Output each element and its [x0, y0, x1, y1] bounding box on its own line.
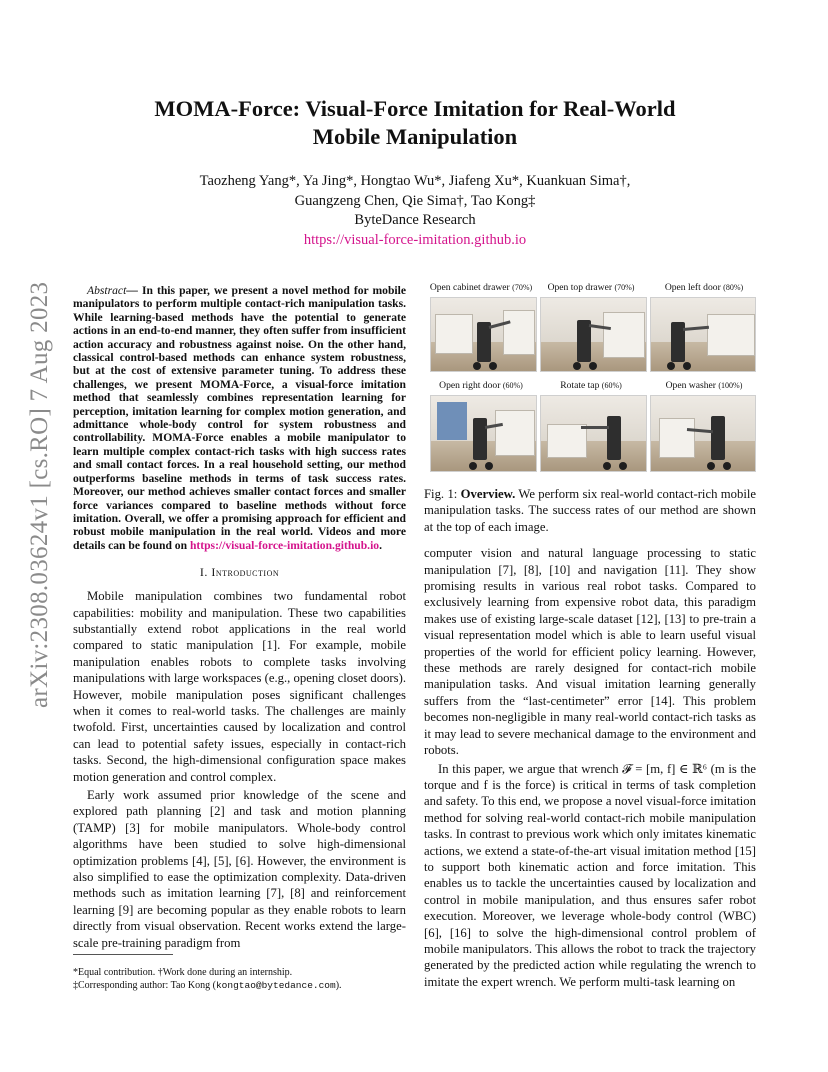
panel-rate-2: (70%) [614, 283, 635, 292]
figure-label: Fig. 1: [424, 487, 461, 501]
title-line-2: Mobile Manipulation [312, 124, 518, 149]
abstract-label: Abstract [87, 284, 127, 297]
panel-rate-4: (60%) [502, 381, 523, 390]
panel-label-3: Open left door [664, 282, 721, 293]
panel-caption-1 [426, 282, 536, 294]
author-email: kongtao@bytedance.com [215, 980, 336, 991]
left-column [73, 284, 406, 953]
figure-caption-title: Overview. [460, 487, 516, 501]
footnote-equal-contribution: *Equal contribution. †Work done during an internship. [73, 967, 293, 978]
panel-caption-5 [541, 380, 641, 392]
panel-rate-3: (80%) [723, 283, 744, 292]
footnote-corresponding-prefix: ‡Corresponding author: Tao Kong ( [73, 980, 216, 991]
panel-rate-5: (60%) [601, 381, 622, 390]
panel-label-5: Rotate tap [560, 380, 600, 391]
right-paragraph-2: In this paper, we argue that wrench 𝓕 = [m, f] ∈ ℝ⁶ (m is the torque and f is the force) is critical in terms of task completion and safety. To this end, we propose a novel visual-force imitation method for solving real-world contact-rich mobile manipulation tasks. In contrast to previous work which only imitates kinematic actions, we extend a state-of-the-art visual imitation method [15] to support both kinematic action and force imitation. This enables us to tackle the uncertainties caused by localization and control in mobile manipulation, and thus ensures safer robot execution. Moreover, we leverage whole-body control (WBC) [6], [16] to solve the high-dimensional control problem of mobile manipulators. This allows the robot to track the trajectory generated by the predicted action while regulating the wrench to imitate the expert wrench. We perform multi-task learning on [424, 761, 756, 989]
footnote-corresponding-author [73, 979, 406, 992]
panel-caption-6 [652, 380, 756, 392]
arxiv-identifier: arXiv:2308.03624v1 [cs.RO] 7 Aug 2023 [26, 281, 53, 709]
paper-title [120, 95, 710, 151]
right-paragraph-1: computer vision and natural language processing to static manipulation [7], [8], [10] and navigation [11]. They show promising results in various real robot tasks. Compared to exclusively learning from expensive robot data, this paradigm makes use of existing large-scale dataset [12], [13] to pre-train a visual representation model which is able to learn useful visual properties of the world for efficient policy learning. However, these methods are rarely designed for contact-rich mobile manipulation tasks. And visual imitation learning generally suffers from the “last-centimeter” error [14]. This problem becomes non-negligible in many real-world contact-rich tasks as it may lead to severe mechanical damage to the environment and robots. [424, 546, 756, 758]
footnote-rule [73, 954, 173, 963]
photo-open-left-door [650, 297, 756, 372]
photo-open-right-door [430, 395, 537, 472]
author-block [130, 172, 700, 250]
figure-1-caption [424, 486, 756, 535]
authors-line-2: Guangzeng Chen, Qie Sima†, Tao Kong‡ [294, 192, 536, 209]
panel-caption-3 [652, 282, 756, 294]
footnote-corresponding-suffix: ). [335, 980, 342, 991]
project-url-link[interactable]: https://visual-force-imitation.github.io [303, 231, 527, 248]
right-column [424, 280, 756, 992]
panel-label-4: Open right door [439, 380, 501, 391]
footnotes [73, 966, 406, 992]
abstract-url-link[interactable]: https://visual-force-imitation.github.io [189, 538, 380, 552]
intro-paragraph-2: Early work assumed prior knowledge of the scene and explored path planning [2] and task and motion planning (TAMP) [3] for mobile manipulators. Whole-body control algorithms have been studied to solve high-dimensional optimization problems [4], [5], [6]. However, the environment is also simplified to ease the optimization complexity. Data-driven methods such as imitation learning [7], [8] and reinforcement learning [9] are becoming popular as they enable robots to learn directly from visual observation. Recent works extend the large-scale pre-training paradigm from [73, 788, 406, 950]
title-line-1: MOMA-Force: Visual-Force Imitation for Real-World [154, 96, 676, 121]
section-heading-introduction: I. Introduction [199, 565, 280, 580]
panel-rate-1: (70%) [512, 283, 533, 292]
panel-label-6: Open washer [665, 380, 716, 391]
photo-open-cabinet-drawer [430, 297, 537, 372]
abstract-text: — In this paper, we present a novel method for mobile manipulators to perform multiple contact-rich manipulation tasks. While learning-based methods have the potential to generate actions in an end-to-end manner, they often suffer from insufficient action accuracy and robustness against noise. On the other hand, classical control-based methods can enhance system robustness, but at the cost of extensive parameter tuning. To address these challenges, we present MOMA-Force, a visual-force imitation method that seamlessly combines representation learning for perception, imitation learning for complex motion generation, and admittance whole-body control for system robustness and controllability. MOMA-Force enables a mobile manipulator to learn multiple complex contact-rich tasks with high success rates and small contact forces. In a real household setting, our method outperforms baseline methods in terms of task success rates. Moreover, our method achieves smaller contact forces and smaller force variances compared to baseline methods without force imitation. Overall, we offer a promising approach for efficient and robust mobile manipulation in the real world. Videos and more details can be found on [73, 284, 406, 552]
panel-label-1: Open cabinet drawer [429, 282, 510, 293]
panel-label-2: Open top drawer [547, 282, 613, 293]
figure-caption-text: We perform six real-world contact-rich mobile manipulation tasks. The success rates of our method are shown at the top of each image. [424, 487, 757, 534]
panel-caption-4 [426, 380, 536, 392]
abstract-end: . [379, 538, 383, 552]
figure-1 [424, 280, 756, 480]
panel-rate-6: (100%) [718, 381, 743, 390]
photo-open-washer [650, 395, 756, 472]
photo-open-top-drawer [540, 297, 647, 372]
affiliation: ByteDance Research [354, 212, 476, 228]
abstract [73, 284, 406, 552]
authors-line-1: Taozheng Yang*, Ya Jing*, Hongtao Wu*, Jiafeng Xu*, Kuankuan Sima†, [199, 173, 631, 189]
intro-paragraph-1: Mobile manipulation combines two fundamental robot capabilities: mobility and manipulation. These two capabilities substantially extend robot applications in the real world compared to static manipulation [1]. For example, mobile manipulation enables robots to complete tasks involving manipulations with large workspaces (e.g., opening closet doors). However, mobile manipulation poses significant challenges when it comes to real-world tasks. The challenges are mainly twofold. First, uncertainties caused by localization and control can lead to potential safety issues, especially in contact-rich tasks. Second, the high-dimensional configuration space makes motion generation and control complex. [73, 589, 406, 784]
panel-caption-2 [541, 282, 641, 294]
photo-rotate-tap [540, 395, 647, 472]
